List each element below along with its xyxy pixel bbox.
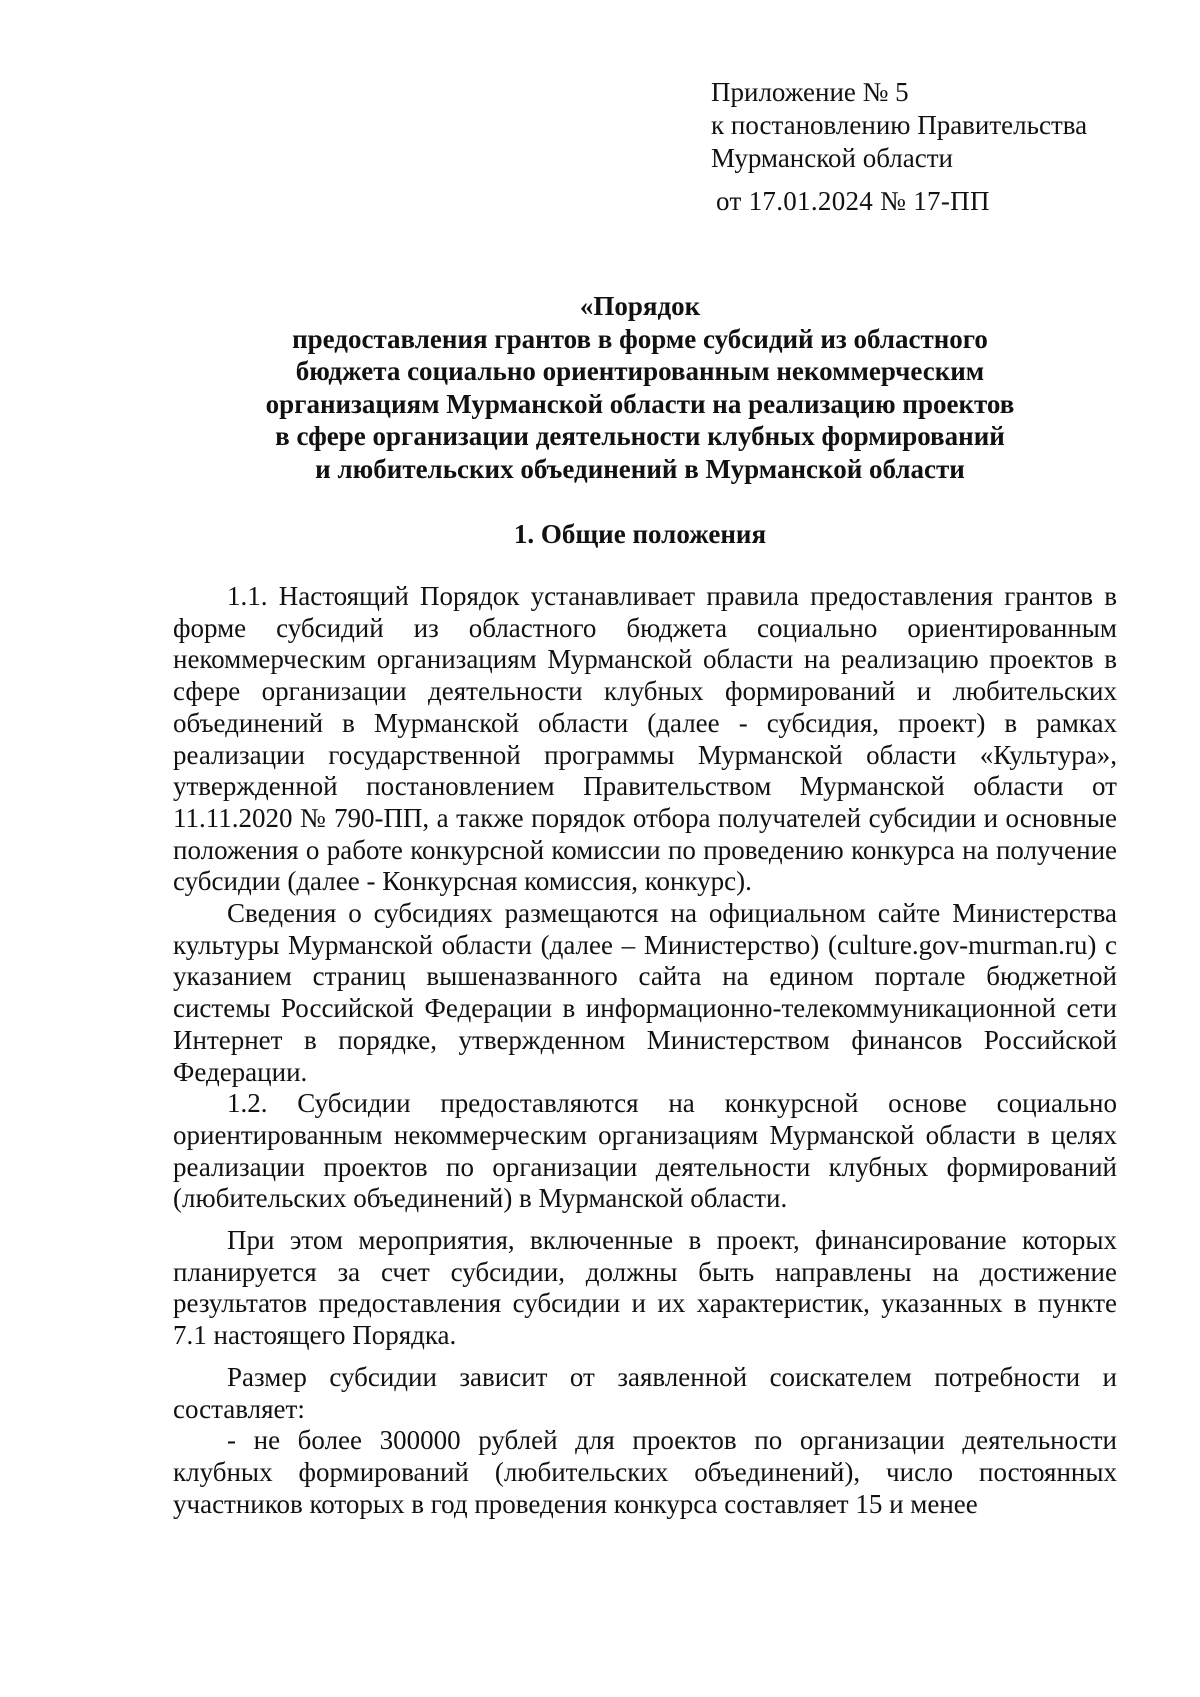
appendix-region: Мурманской области [711, 143, 953, 173]
paragraph: - не более 300000 рублей для проектов по организации деятельности клубных формирований (любительских объединений), число постоянных участников которых в год проведения конкурса составляет 15 и менее [173, 1425, 1117, 1519]
title-line: бюджета социально ориентированным некоммерческим [295, 356, 985, 387]
appendix-reference: к постановлению Правительства [711, 110, 1088, 140]
paragraph: Сведения о субсидиях размещаются на официальном сайте Министерства культуры Мурманской области (далее – Министерство) (culture.gov-murman.ru) с указанием страниц вышеназванного сайта на едином портале бюджетной системы Российской Федерации в информационно-телекоммуникационной сети Интернет в порядке, утвержденном Министерством финансов Российской Федерации. [173, 898, 1117, 1087]
paragraph: 1.2. Субсидии предоставляются на конкурсной основе социально ориентированным некоммерческим организациям Мурманской области в целях реализации проектов по организации деятельности клубных формирований (любительских объединений) в Мурманской области. [173, 1088, 1117, 1214]
section-body [173, 581, 1117, 1520]
title-line: организациям Мурманской области на реализацию проектов [265, 388, 1015, 419]
title-line: «Порядок [579, 291, 701, 321]
document-title [170, 290, 1110, 486]
appendix-date-number: от 17.01.2024 № 17-ПП [716, 186, 990, 216]
paragraph: 1.1. Настоящий Порядок устанавливает правила предоставления грантов в форме субсидий из областного бюджета социально ориентированным некоммерческим организациям Мурманской области на реализацию проектов в сфере организации деятельности клубных формирований и любительских объединений в Мурманской области (далее - субсидия, проект) в рамках реализации государственной программы Мурманской области «Культура», утвержденной постановлением Правительством Мурманской области от 11.11.2020 № 790-ПП, а также порядок отбора получателей субсидии и основные положения о работе конкурсной комиссии по проведению конкурса на получение субсидии (далее - Конкурсная комиссия, конкурс). [173, 581, 1117, 897]
appendix-number: Приложение № 5 [711, 77, 909, 107]
paragraph: При этом мероприятия, включенные в проект, финансирование которых планируется за счет субсидии, должны быть направлены на достижение результатов предоставления субсидии и их характеристик, указанных в пункте 7.1 настоящего Порядка. [173, 1225, 1117, 1351]
title-line: в сфере организации деятельности клубных формирований [275, 421, 1005, 452]
paragraph: Размер субсидии зависит от заявленной соискателем потребности и составляет: [173, 1361, 1117, 1424]
appendix-header [711, 76, 1087, 218]
title-line: и любительских объединений в Мурманской области [315, 453, 965, 484]
section-heading: 1. Общие положения [513, 519, 767, 549]
title-line: предоставления грантов в форме субсидий из областного [292, 323, 988, 354]
